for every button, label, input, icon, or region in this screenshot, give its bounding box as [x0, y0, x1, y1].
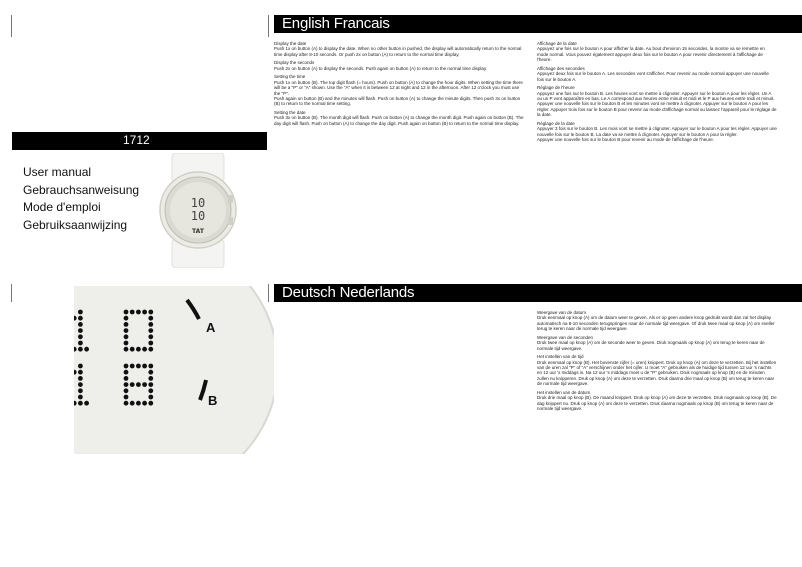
display-dot	[78, 382, 83, 387]
small-display-bottom: 10	[190, 209, 206, 223]
display-dot	[124, 376, 129, 381]
nl-paragraph: Het instellen van de datum Druk drie maal op knop (B). De maand knippert. Druk op knop (A) om deze te verzetten. Druk nogmaals op knop (B). De dag knippert nu. Druk op knop (A) om deze te verzetten. Druk daarna nogmaals op knop (B) om terug te keren naar de normale tijd weergave.	[537, 389, 777, 412]
display-dot	[148, 347, 153, 352]
watch-closeup-image	[74, 286, 274, 454]
manual-title-nl: Gebruiksaanwijzing	[23, 217, 128, 232]
french-instructions	[537, 41, 777, 146]
display-dot	[136, 401, 141, 406]
display-dot	[78, 370, 83, 375]
display-dot	[136, 347, 141, 352]
display-dot	[130, 310, 135, 315]
display-dot	[130, 364, 135, 369]
display-dot	[148, 395, 153, 400]
display-dot	[78, 388, 83, 393]
display-dot	[148, 370, 153, 375]
display-dot	[148, 388, 153, 393]
display-dot	[78, 334, 83, 339]
display-dot	[148, 382, 153, 387]
watch-product-image	[158, 153, 238, 268]
display-dot	[130, 382, 135, 387]
model-bar	[12, 132, 267, 150]
display-dot	[78, 364, 83, 369]
display-dot	[84, 401, 89, 406]
button-a-label: A	[206, 320, 216, 335]
manual-title-de: Gebrauchsanweisung	[23, 182, 140, 197]
crop-mark	[11, 15, 12, 37]
display-dot	[124, 341, 129, 346]
fr-paragraph: Réglage de l'heure Appuyez une fois sur le bouton B. Les heures vont se mettre à clignoter. Appuyer sur le bouton A pour les régler. Un A ou un P vont apparaître en bas. Le A correspond aux heures entre minuit et midi et le P aux heures entre midi et minuit.	[537, 85, 775, 102]
fr-paragraph: Affichage des secondes Appuyez deux fois sur le bouton A. Les secondes vont s'afficher. Pour revenir au mode normal appuyer une nouvelle fois sur le bouton A.	[537, 65, 769, 82]
nl-paragraph: Weergave van de seconden Druk twee maal op knop (A) om de seconde weer te geven. Druk nogmaals op knop (A) om terug te keren naar de normale tijd weergave.	[537, 334, 765, 351]
display-dot	[142, 401, 147, 406]
fr-paragraph: Réglage de la date Appuyer 3 fois sur le bouton B. Les mois vont se mettre à clignoter. Appuyer sur le bouton A pour les régler. Appuyer une nouvelle fois sur le bouton B. La date va se mettre à clignoter. Appuyer sur le bouton A pour la régler.	[537, 120, 777, 137]
display-dot	[124, 347, 129, 352]
display-dot	[136, 364, 141, 369]
section-title-bottom: Deutsch Nederlands	[274, 284, 802, 302]
fr-paragraph: Affichage de la date Appuyez une fois sur le bouton A pour afficher la date. Au bout d'environ 15 secondes, la montre va se remettre en mode normal. Vous pouvez également appuyer deux fois sur le bouton A pour revenir directement à l'affichage de l'heure.	[537, 41, 765, 63]
display-dot	[124, 328, 129, 333]
fr-paragraph: Appuyer une nouvelle fois sur le bouton B et les minutes vont se mettre à clignoter. Appuyer sur le bouton A pour les régler. Appuyer trois fois sur le bouton B pour revenir au mode d'affichage normal ou laissez l'appareil pour le réglage de la date.	[537, 101, 777, 118]
display-dot	[148, 376, 153, 381]
fr-paragraph: Appuyer une nouvelle fois sur le bouton B pour revenir au mode de l'affichage de l'heure.	[537, 137, 715, 143]
display-dot	[142, 310, 147, 315]
display-dot	[84, 347, 89, 352]
en-paragraph: Push again on button (B) and the minutes will flash. Push on button (A) to change the minute digits. Then push 3x on button (B) to return to the normal time setting.	[274, 96, 521, 107]
manual-title-en: User manual	[23, 165, 92, 179]
display-dot	[78, 310, 83, 315]
display-dot	[136, 310, 141, 315]
display-dot	[148, 322, 153, 327]
display-dot	[148, 401, 153, 406]
display-dot	[78, 322, 83, 327]
en-paragraph: Setting the date Push 3x on button (B). The month digit will flash. Push on button (A) to change the month digit. Push again on button (B). The day digit will flash. Push on button (A) to change the day digit. Push again on button (B) to return to the normal time display.	[274, 110, 524, 126]
display-dot	[130, 401, 135, 406]
manual-title-fr: Mode d'emploi	[23, 200, 101, 214]
button-b-label: B	[208, 393, 218, 408]
en-paragraph: Setting the time Push 1x on button (B). The top digit flash (= hours). Push on button (A) to change the hour digits. When setting the time there will be a "P" or "A" shown. Use the "A" when it is between 12 at night and 12 in the afternoon. After 12 o'clock you must use the "P".	[274, 74, 523, 96]
display-dot	[148, 316, 153, 321]
dutch-instructions	[537, 310, 777, 415]
display-dot	[136, 382, 141, 387]
en-paragraph: Display the date Push 1x on button (A) to display the date. When no other button in pushed, the display will automatically return to the normal time display after 8-10 seconds. Or push 2x on button (A) to return to the normal time display.	[274, 41, 522, 57]
en-paragraph: Display the seconds Push 2x on button (A) to display the seconds. Push again on button (A) to return to the normal time display.	[274, 60, 488, 71]
display-dot	[148, 310, 153, 315]
display-dot	[148, 364, 153, 369]
display-dot	[78, 341, 83, 346]
display-dot	[124, 370, 129, 375]
display-dot	[78, 328, 83, 333]
display-dot	[148, 334, 153, 339]
nl-paragraph: Het instellen van de tijd Druk eenmaal op knop (B). Het bovenste cijfer (= uren) knippert. Druk op knop (A) om deze te verzetten. Bij het instellen van de uren zal "P" of "A" verschijnen onder het cijfer. U moet "A" gebruiken als de huidige tijd tussen 12 uur 's nachts en 12 uur 's middags is. Na 12 uur 's middags moet u de "P" gebruiken. Druk nogmaals op knop (B) en de minuten zullen nu knipperen. Druk op knop (A) om deze te verzetten. Druk daarna drie maal op knop (B) om terug te keren naar de normale tijd weergave.	[537, 354, 777, 387]
section-title-top: English Francais	[274, 15, 802, 33]
display-dot	[124, 310, 129, 315]
display-dot	[78, 316, 83, 321]
brand-logo: TAT	[192, 228, 204, 235]
display-dot	[130, 347, 135, 352]
display-dot	[124, 388, 129, 393]
display-dot	[142, 382, 147, 387]
display-dot	[124, 395, 129, 400]
display-dot	[124, 401, 129, 406]
crop-mark	[11, 284, 12, 302]
small-display-top: 10	[190, 196, 206, 210]
display-dot	[148, 341, 153, 346]
display-dot	[78, 395, 83, 400]
display-dot	[78, 376, 83, 381]
display-dot	[124, 322, 129, 327]
model-number: 1712	[123, 133, 150, 147]
display-dot	[142, 364, 147, 369]
display-dot	[124, 382, 129, 387]
display-dot	[124, 316, 129, 321]
display-dot	[124, 364, 129, 369]
crop-mark	[268, 15, 269, 37]
manual-title-list	[23, 164, 139, 234]
english-instructions	[274, 41, 526, 129]
nl-paragraph: Weergave van de datum Druk eenmaal op knop (A) om de datum weer te geven. Als er op geen andere knop gedrukt wordt dan zal het display automatisch na 8-10 seconden terugspringen naar de normale tijd weergave. Of druk twee maal op knop (A) om sneller terug te keren naar de normale tijd weergave.	[537, 310, 775, 332]
display-dot	[148, 328, 153, 333]
display-dot	[124, 334, 129, 339]
display-dot	[142, 347, 147, 352]
display-dot	[78, 401, 83, 406]
display-dot	[78, 347, 83, 352]
